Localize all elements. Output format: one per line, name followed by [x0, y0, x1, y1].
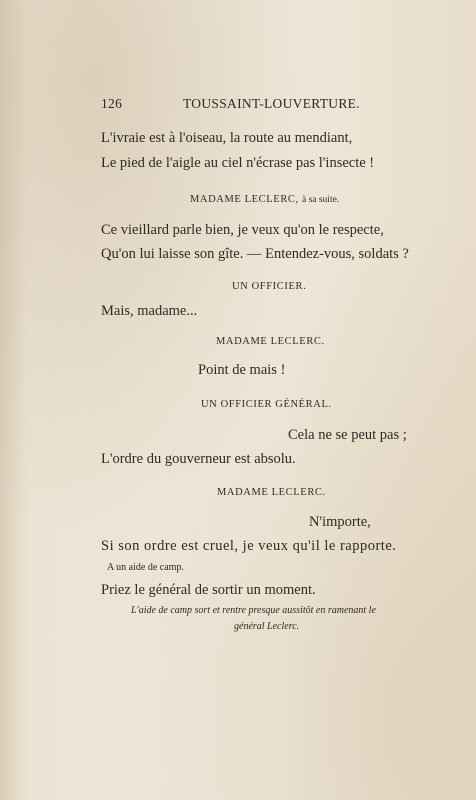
- page-number: 126: [101, 96, 123, 111]
- verse-line: Point de mais !: [198, 362, 286, 378]
- verse-line: Ce vieillard parle bien, je veux qu'on le respecte,: [101, 222, 384, 238]
- stage-note: à sa suite.: [301, 195, 340, 205]
- verse-line: Mais, madame...: [101, 303, 198, 319]
- speaker-name: UN OFFICIER.: [232, 281, 307, 292]
- running-title: TOUSSAINT-LOUVERTURE.: [183, 96, 360, 111]
- stage-direction: A un aide de camp.: [107, 562, 184, 573]
- page-header: [101, 96, 360, 112]
- speaker-label: MADAME LECLERC,: [190, 194, 299, 205]
- speaker-name: MADAME LECLERC.: [216, 336, 325, 347]
- stage-direction: général Leclerc.: [234, 621, 300, 632]
- verse-line: Cela ne se peut pas ;: [288, 427, 407, 443]
- verse-line: Le pied de l'aigle au ciel n'écrase pas l'insecte !: [101, 155, 375, 171]
- verse-line: L'ivraie est à l'oiseau, la route au mendiant,: [101, 130, 353, 146]
- verse-line: Priez le général de sortir un moment.: [101, 582, 316, 598]
- speaker-name: [190, 194, 339, 205]
- speaker-name: MADAME LECLERC.: [217, 487, 326, 498]
- verse-line: Qu'on lui laisse son gîte. — Entendez-vous, soldats ?: [101, 246, 409, 262]
- stage-direction: L'aide de camp sort et rentre presque aussitôt en ramenant le: [131, 605, 376, 616]
- verse-line: L'ordre du gouverneur est absolu.: [101, 451, 296, 467]
- verse-line: Si son ordre est cruel, je veux qu'il le rapporte.: [101, 538, 397, 554]
- verse-line: N'importe,: [309, 514, 371, 530]
- speaker-name: UN OFFICIER GÉNÉRAL.: [201, 399, 332, 410]
